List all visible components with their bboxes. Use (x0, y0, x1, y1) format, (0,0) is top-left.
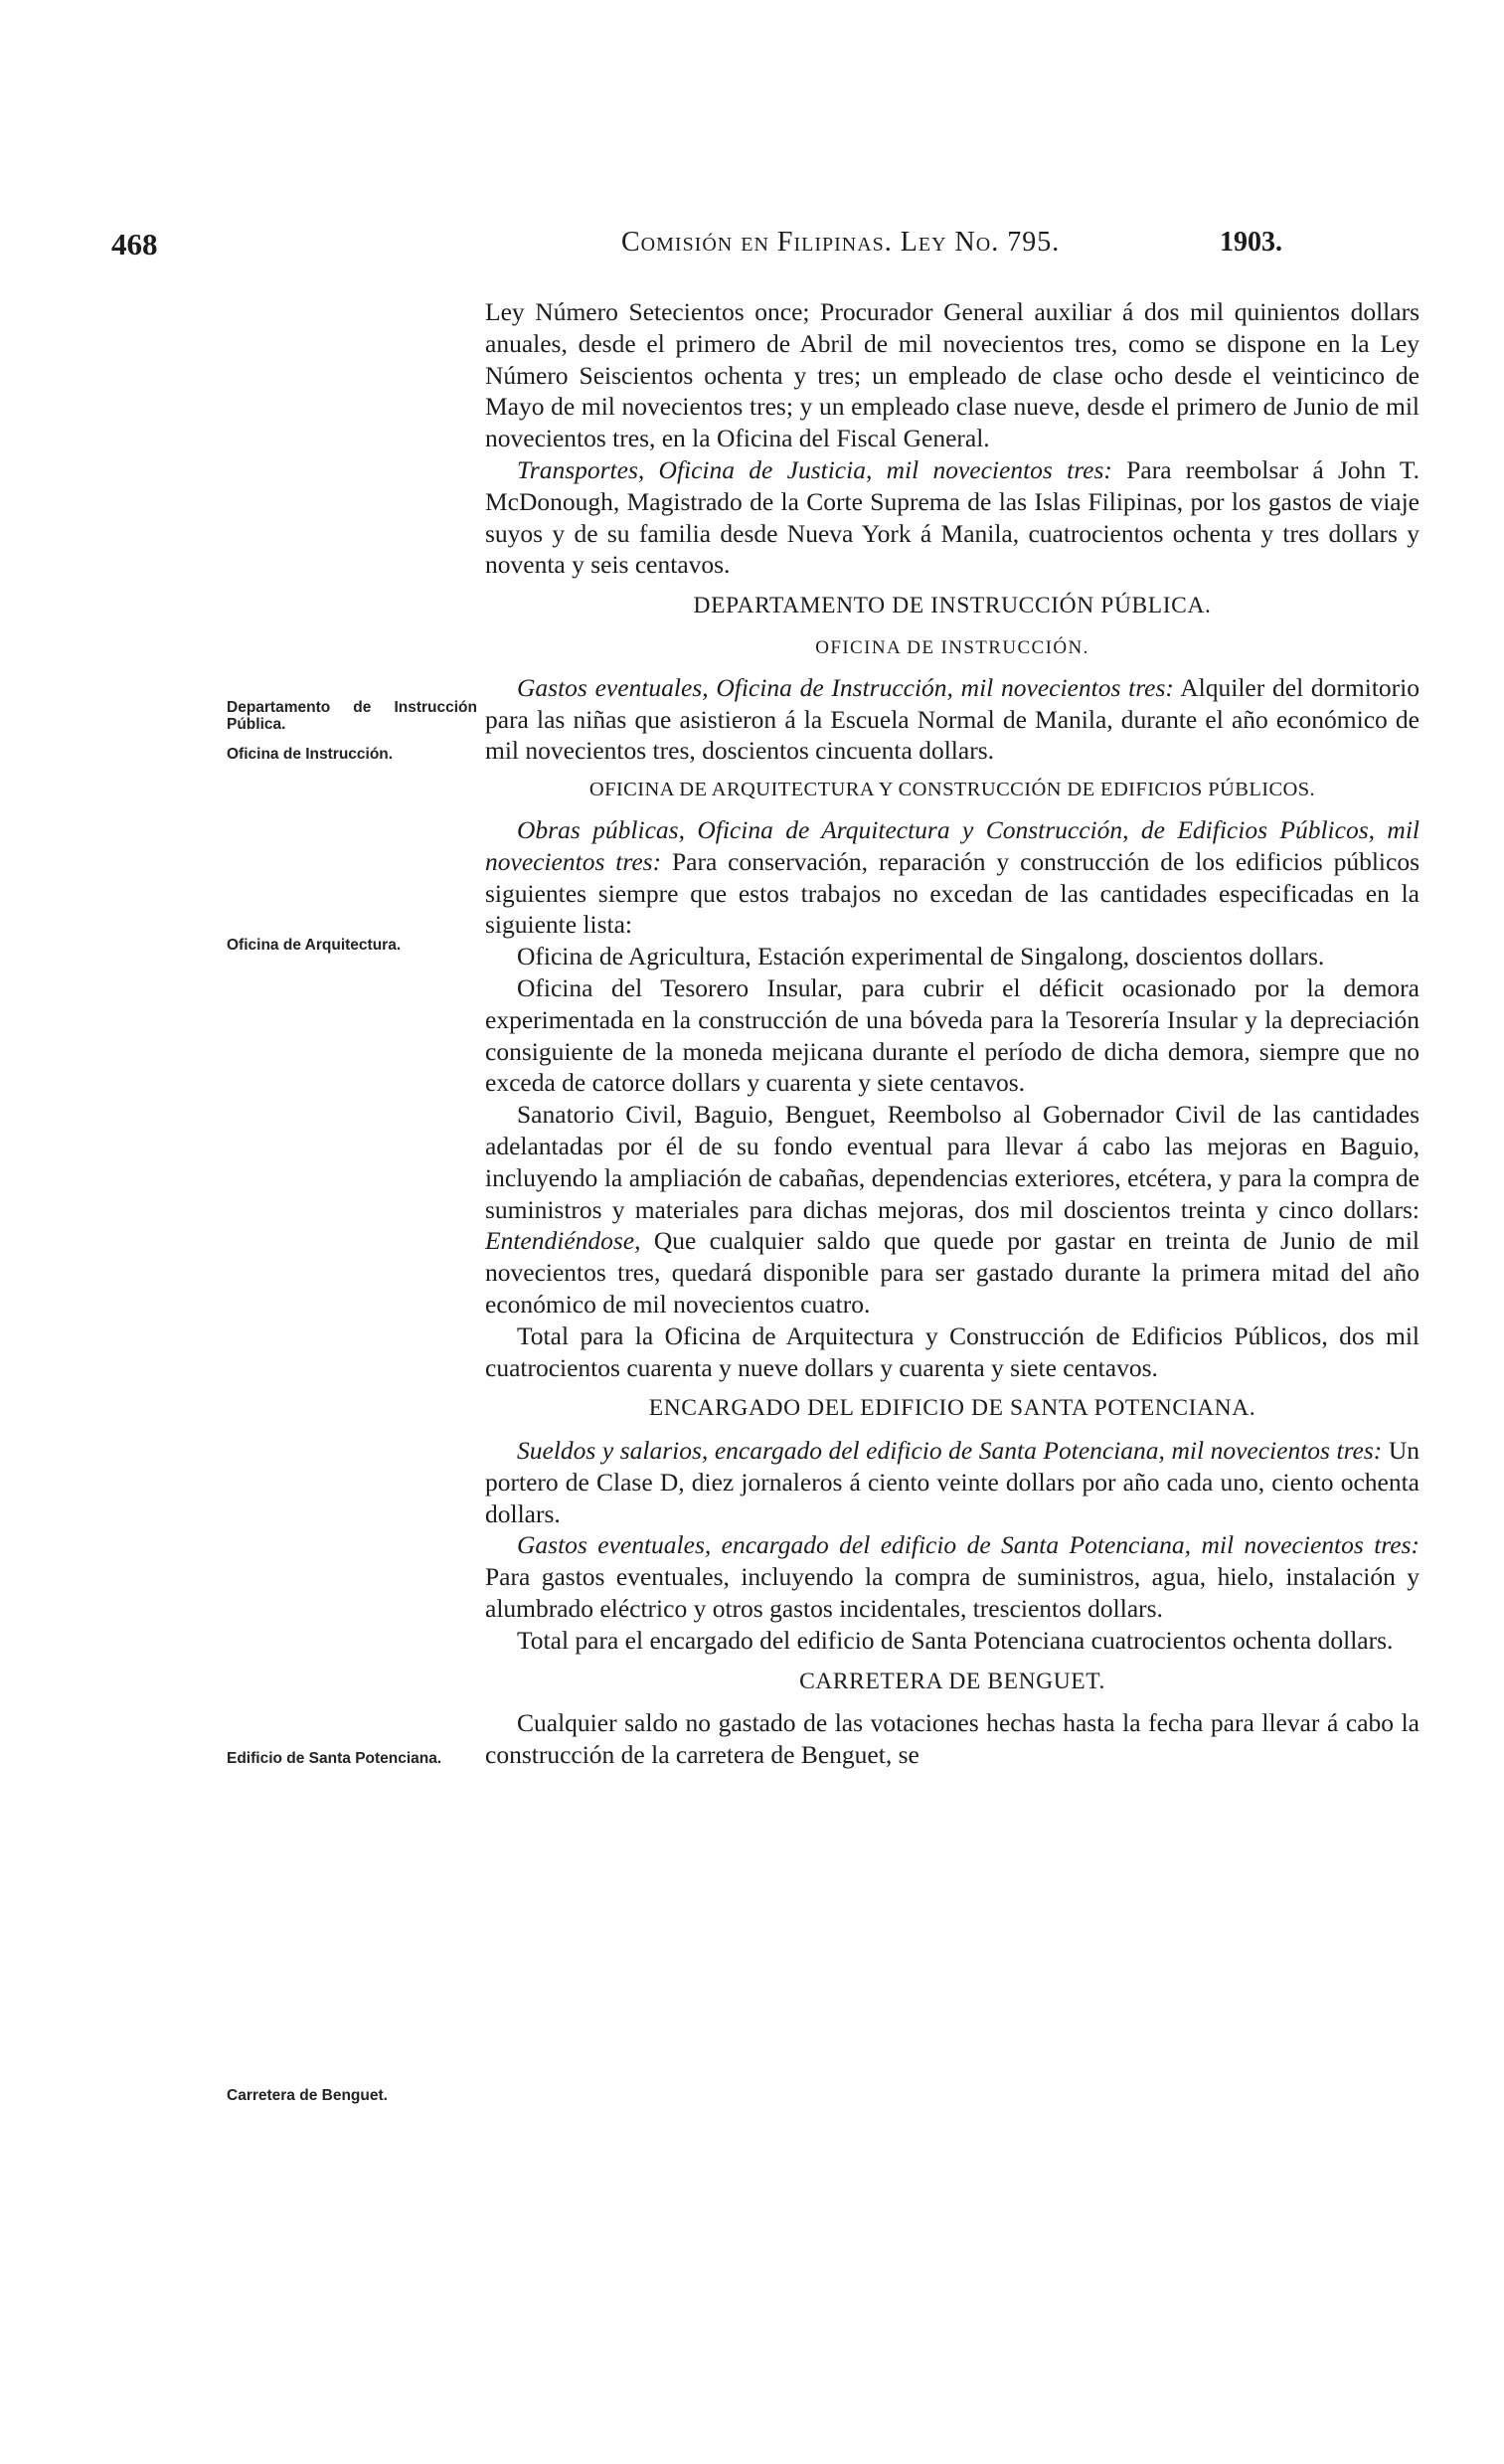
paragraph: Cualquier saldo no gastado de las votaciones hechas hasta la fecha para llevar á cabo la construcción de la carretera de Benguet, se (485, 1708, 1420, 1770)
paragraph-text: Para reembolsar á John T. McDonough, Magistrado de la Corte Suprema de las Islas Filipinas, por los gastos de viaje suyos y de su familia desde Nueva York á Manila, cuatrocientos ochenta y tres dollars y noventa y seis centavos. (485, 454, 1420, 580)
margin-note-oficina-instruccion: Oficina de Instrucción. (227, 746, 394, 763)
paragraph (485, 814, 1420, 941)
margin-note-santa-potenciana: Edificio de Santa Potenciana. (227, 1750, 442, 1767)
section-heading-arquitectura: OFICINA DE ARQUITECTURA Y CONSTRUCCIÓN DE EDIFICIOS PÚBLICOS. (588, 779, 1316, 801)
paragraph (485, 1099, 1420, 1320)
section-heading-carretera-benguet: CARRETERA DE BENGUET. (799, 1668, 1105, 1694)
paragraph-text: Sanatorio Civil, Baguio, Benguet, Reembolso al Gobernador Civil de las cantidades adelantadas por él de su fondo eventual para llevar á cabo las mejoras en Baguio, incluyendo la ampliación de cabañas, dependencias exteriores, etcétera, y para la compra de suministros y materiales para dichas mejoras, dos mil doscientos treinta y cinco dollars: (485, 1100, 1420, 1224)
paragraph (485, 454, 1420, 581)
running-title: Comisión en Filipinas. Ley No. 795. (621, 227, 1061, 258)
paragraph-text: Para gastos eventuales, incluyendo la compra de suministros, agua, hielo, instalación y alumbrado eléctrico y otros gastos incidentales, trescientos dollars. (485, 1562, 1420, 1624)
paragraph: Oficina del Tesorero Insular, para cubrir el déficit ocasionado por la demora experimentada en la construcción de una bóveda para la Tesorería Insular y la depreciación consiguiente de la moneda mejicana durante el período de dicha demora, siempre que no exceda de catorce dollars y cuarenta y siete centavos. (485, 972, 1420, 1098)
paragraph-lead: Gastos eventuales, Oficina de Instrucción, mil novecientos tres: (517, 672, 1174, 702)
paragraph-italic: Entendiéndose, (485, 1226, 641, 1256)
paragraph-lead: Obras públicas, Oficina de Arquitectura y Construcción, de Edificios Públicos, mil novecientos tres: (485, 814, 1420, 876)
page-header (111, 227, 1296, 270)
margin-note-instruccion-publica: Departamento de Instrucción Pública. (227, 699, 477, 733)
paragraph (485, 1435, 1420, 1529)
paragraph: Total para la Oficina de Arquitectura y Construcción de Edificios Públicos, dos mil cuatrocientos cuarenta y nueve dollars y cuarenta y siete centavos. (485, 1320, 1420, 1382)
paragraph (485, 672, 1420, 767)
paragraph: Oficina de Agricultura, Estación experimental de Singalong, doscientos dollars. (517, 942, 1325, 971)
paragraph-text: Un portero de Clase D, diez jornaleros á ciento veinte dollars por año cada uno, ciento ochenta dollars. (485, 1436, 1420, 1528)
paragraph-text: Para conservación, reparación y construcción de los edificios públicos siguientes siempre que estos trabajos no excedan de las cantidades especificadas en la siguiente lista: (485, 846, 1420, 940)
paragraph-text: Alquiler del dormitorio para las niñas que asistieron á la Escuela Normal de Manila, durante el año económico de mil novecientos tres, doscientos cincuenta dollars. (485, 672, 1420, 766)
margin-note-arquitectura: Oficina de Arquitectura. (227, 937, 402, 954)
section-heading-instruccion-publica: DEPARTAMENTO DE INSTRUCCIÓN PÚBLICA. (693, 593, 1212, 619)
paragraph-text: Que cualquier saldo que quede por gastar en treinta de Junio de mil novecientos tres, quedará disponible para ser gastado durante la primera mitad del año económico de mil novecientos cuatro. (485, 1226, 1420, 1319)
main-text (485, 296, 1420, 1771)
running-year: 1903. (1220, 227, 1282, 258)
margin-note-carretera-benguet: Carretera de Benguet. (227, 2087, 388, 2104)
section-heading-santa-potenciana: ENCARGADO DEL EDIFICIO DE SANTA POTENCIANA. (648, 1395, 1256, 1422)
paragraph (485, 1529, 1420, 1624)
paragraph: Ley Número Setecientos once; Procurador General auxiliar á dos mil quinientos dollars anuales, desde el primero de Abril de mil novecientos tres, como se dispone en la Ley Número Seiscientos ochenta y tres; un empleado de clase ocho desde el veinticinco de Mayo de mil novecientos tres; y un empleado clase nueve, desde el primero de Junio de mil novecientos tres, en la Oficina del Fiscal General. (485, 297, 1420, 453)
paragraph-lead: Gastos eventuales, encargado del edificio de Santa Potenciana, mil novecientos tres: (517, 1530, 1420, 1560)
paragraph: Total para el encargado del edificio de Santa Potenciana cuatrocientos ochenta dollars. (517, 1625, 1394, 1655)
paragraph-lead: Sueldos y salarios, encargado del edificio de Santa Potenciana, mil novecientos tres: (517, 1436, 1383, 1466)
subheading-oficina-instruccion: OFICINA DE INSTRUCCIÓN. (815, 636, 1089, 658)
paragraph-lead: Transportes, Oficina de Justicia, mil novecientos tres: (517, 454, 1112, 484)
page-number: 468 (111, 227, 158, 262)
